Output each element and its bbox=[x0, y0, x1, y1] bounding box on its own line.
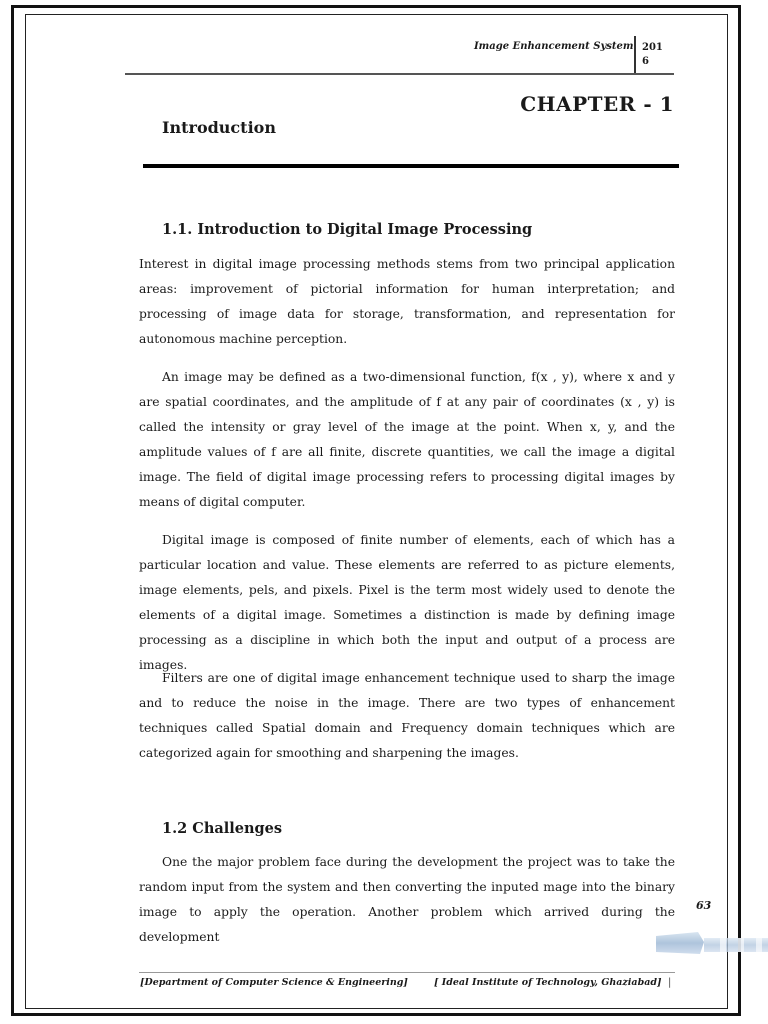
paragraph: One the major problem face during the development the project was to take the random input from the system and then converting the inputed mage into the binary image to apply the operation. Another problem which arrived during the development bbox=[139, 855, 675, 944]
chapter-label: CHAPTER - 1 bbox=[520, 92, 674, 116]
page-number: 63 bbox=[696, 899, 712, 912]
chapter-title: Introduction bbox=[162, 118, 276, 137]
section-heading-1-1: 1.1. Introduction to Digital Image Processing bbox=[162, 221, 533, 238]
running-title: Image Enhancement System bbox=[474, 41, 634, 52]
chapter-rule bbox=[143, 164, 679, 168]
section-heading-1-2: 1.2 Challenges bbox=[162, 820, 283, 837]
paragraph: An image may be defined as a two-dimensional function, f(x , y), where x and y are spatial coordinates, and the amplitude of f at any pair of coordinates (x , y) is called the intensity or gray level of the image at the point. When x, y, and the amplitude values of f are all finite, discrete quantities, we call the image a digital image. The field of digital image processing refers to processing digital images by means of digital computer. bbox=[139, 370, 675, 509]
footer-department: [Department of Computer Science & Engineering] bbox=[140, 977, 408, 988]
paragraph: Filters are one of digital image enhancement technique used to sharp the image and to reduce the noise in the image. There are two types of enhancement techniques called Spatial domain and Frequency domain techniques which are categorized again for smoothing and sharpening the images. bbox=[139, 671, 675, 760]
paragraph: Digital image is composed of finite number of elements, each of which has a particular location and value. These elements are referred to as picture elements, image elements, pels, and pixels. Pixel is the term most widely used to denote the elements of a digital image. Sometimes a distinction is made by defining image processing as a discipline in which both the input and output of a process are images. bbox=[139, 533, 675, 672]
header-separator bbox=[634, 36, 636, 74]
header-rule bbox=[125, 73, 674, 75]
header-year: 2016 bbox=[642, 42, 663, 67]
paragraph: Interest in digital image processing methods stems from two principal application areas: improvement of pictorial information for human interpretation; and processing of image data for storage, transformation, and representation for autonomous machine perception. bbox=[139, 257, 675, 346]
footer-institute: [ Ideal Institute of Technology, Ghaziabad] bbox=[434, 977, 662, 988]
decorative-band bbox=[656, 930, 768, 956]
footer-rule bbox=[139, 972, 675, 973]
footer-separator: | bbox=[668, 977, 672, 988]
